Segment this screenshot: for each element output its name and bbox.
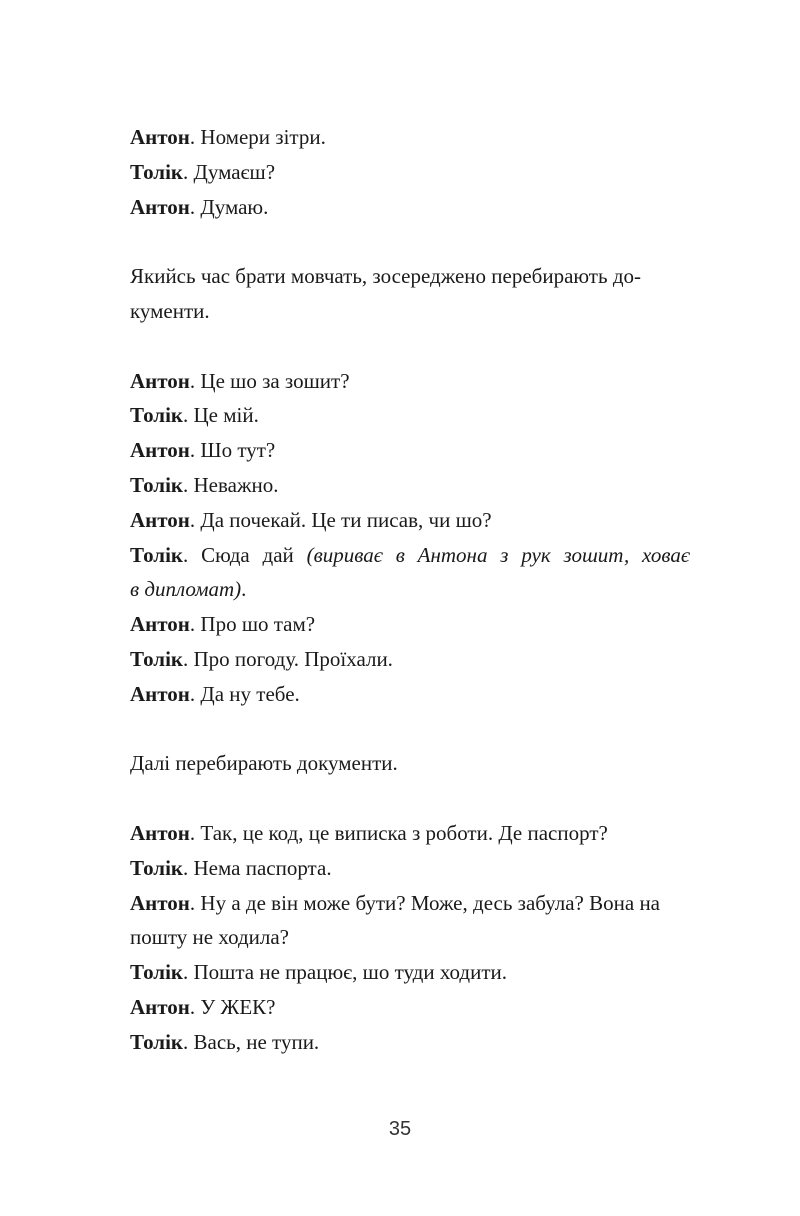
speaker-name: Толік	[130, 159, 184, 184]
dialogue-line-continued	[130, 572, 690, 607]
dialogue-text: . Сюда дай	[183, 542, 307, 567]
stage-direction: кументи.	[130, 298, 210, 323]
speaker-name: Толік	[130, 472, 184, 497]
dialogue-line	[130, 816, 690, 851]
speaker-name: Толік	[130, 855, 184, 880]
dialogue-line	[130, 886, 690, 921]
dialogue-line	[130, 851, 690, 886]
speaker-name: Антон	[130, 125, 190, 149]
speaker-name: Толік	[130, 403, 184, 428]
speaker-name: Антон	[130, 194, 190, 219]
dialogue-line	[130, 398, 690, 433]
dialogue-text: . Да ну тебе.	[189, 681, 300, 706]
inline-stage-direction: (вириває в Антона з рук зошит, ховає	[306, 542, 690, 567]
paragraph-gap	[130, 329, 690, 364]
dialogue-line	[130, 155, 690, 190]
speaker-name: Толік	[130, 542, 184, 567]
dialogue-line	[130, 642, 690, 677]
speaker-name: Толік	[130, 646, 184, 671]
paragraph-gap	[130, 781, 690, 816]
dialogue-text: . Про шо там?	[189, 612, 316, 637]
dialogue-text: . Неважно.	[183, 472, 279, 497]
dialogue-text: . Думаю.	[189, 194, 269, 219]
paragraph-gap	[130, 712, 690, 747]
dialogue-line	[130, 364, 690, 399]
dialogue-line	[130, 433, 690, 468]
inline-stage-direction: в дипломат)	[130, 577, 242, 602]
dialogue-text: . Це мій.	[183, 403, 259, 428]
dialogue-text: . Номери зітри.	[189, 125, 326, 149]
dialogue-text: . Думаєш?	[183, 159, 276, 184]
page-number: 35	[388, 1118, 412, 1140]
dialogue-text: . Ну а де він може бути? Може, десь забула? Вона на	[189, 890, 661, 915]
dialogue-text: . Шо тут?	[189, 438, 276, 463]
dialogue-text: . Пошта не працює, шо туди ходити.	[183, 960, 508, 985]
speaker-name: Антон	[130, 681, 190, 706]
dialogue-text: . Вась, не тупи.	[183, 1029, 320, 1054]
dialogue-line	[130, 677, 690, 712]
dialogue-text: . Да почекай. Це ти писав, чи шо?	[189, 507, 492, 532]
speaker-name: Антон	[130, 368, 190, 393]
dialogue-text: . Про погоду. Проїхали.	[183, 646, 393, 671]
dialogue-line	[130, 990, 690, 1025]
speaker-name: Антон	[130, 994, 190, 1019]
dialogue-line	[130, 607, 690, 642]
dialogue-line	[130, 468, 690, 503]
speaker-name: Толік	[130, 960, 184, 985]
dialogue-line	[130, 120, 690, 155]
dialogue-line-continued: пошту не ходила?	[130, 925, 290, 950]
stage-direction: Далі перебирають документи.	[130, 751, 398, 776]
dialogue-line	[130, 538, 690, 573]
speaker-name: Толік	[130, 1029, 184, 1054]
speaker-name: Антон	[130, 438, 190, 463]
dialogue-text: . У ЖЕК?	[189, 994, 276, 1019]
dialogue-line	[130, 1025, 690, 1060]
dialogue-text: . Нема паспорта.	[183, 855, 332, 880]
stage-direction: Якийсь час брати мовчать, зосереджено перебирають до-	[130, 264, 641, 289]
speaker-name: Антон	[130, 612, 190, 637]
dialogue-line	[130, 190, 690, 225]
speaker-name: Антон	[130, 890, 190, 915]
speaker-name: Антон	[130, 820, 190, 845]
paragraph-gap	[130, 224, 690, 259]
speaker-name: Антон	[130, 507, 190, 532]
dialogue-text: .	[241, 577, 247, 602]
dialogue-text: . Так, це код, це виписка з роботи. Де паспорт?	[189, 820, 608, 845]
page-body	[130, 120, 690, 1060]
dialogue-line	[130, 503, 690, 538]
dialogue-line	[130, 955, 690, 990]
dialogue-text: . Це шо за зошит?	[189, 368, 350, 393]
